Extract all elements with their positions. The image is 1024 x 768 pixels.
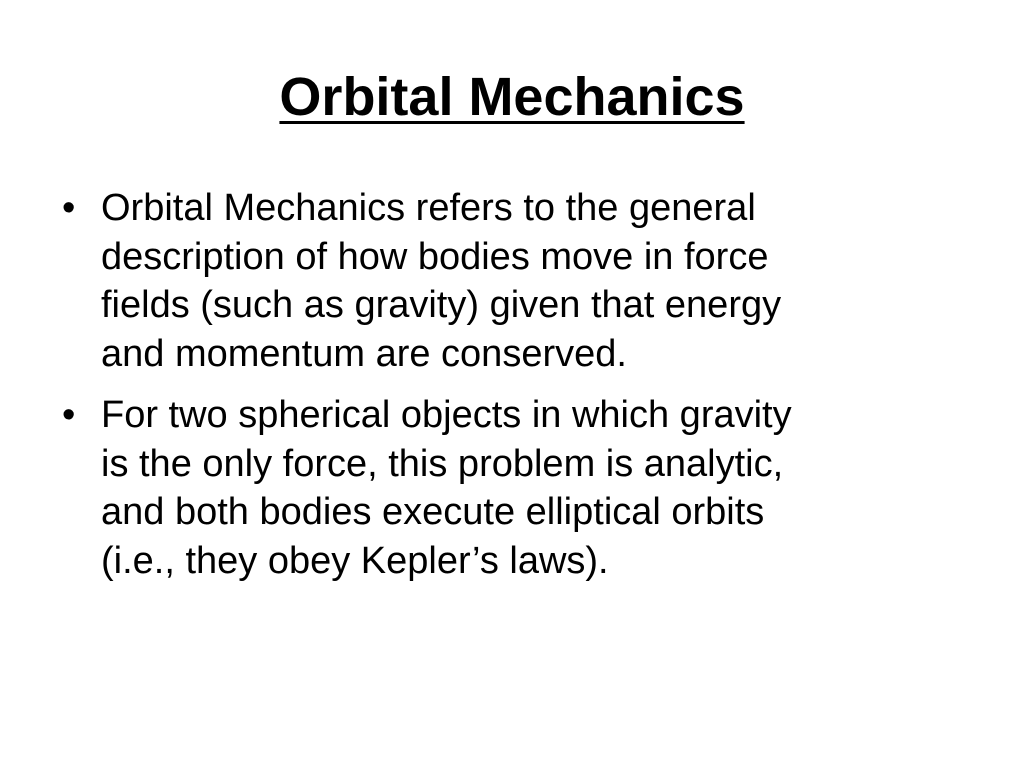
bullet-item-2 [62,391,962,585]
bullet-2-line-3: and both bodies execute elliptical orbits [101,491,765,533]
bullet-1-line-1: Orbital Mechanics refers to the general [101,187,756,229]
bullet-1-line-3: fields (such as gravity) given that energy [101,284,782,326]
bullet-1-line-2: description of how bodies move in force [101,235,769,278]
bullet-list [62,184,962,598]
bullet-1-line-4: and momentum are conserved. [101,332,627,375]
bullet-2-line-2: is the only force, this problem is analytic, [101,442,784,485]
slide-title: Orbital Mechanics [279,67,745,127]
bullet-2-line-1: For two spherical objects in which gravity [101,394,792,436]
bullet-item-1 [62,184,962,378]
bullet-marker: • [62,187,76,229]
bullet-marker: • [62,394,76,436]
bullet-2-line-4: (i.e., they obey Kepler’s laws). [101,539,609,582]
